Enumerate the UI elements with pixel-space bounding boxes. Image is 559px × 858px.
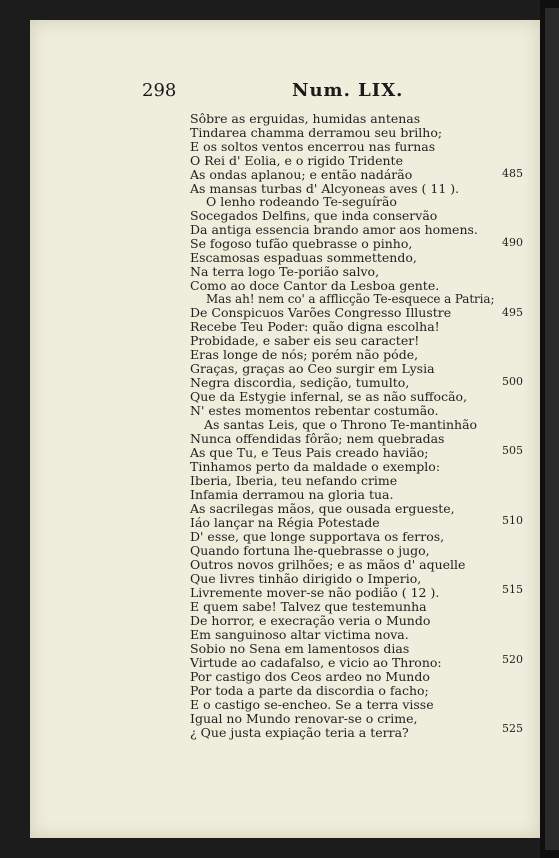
verse-line: E os soltos ventos encerrou nas furnas xyxy=(190,139,436,154)
line-number: 505 xyxy=(502,444,523,457)
verse-line: As ondas aplanou; e então nadárão xyxy=(190,167,413,182)
verse-line: Sôbre as erguidas, humidas antenas xyxy=(190,111,421,126)
verse-line: Se fogoso tufão quebrasse o pinho, xyxy=(190,236,413,251)
verse-line: Infamia derramou na gloria tua. xyxy=(190,487,394,502)
verse-line: Sobio no Sena em lamentosos dias xyxy=(190,641,410,656)
verse-line: Nunca offendidas fôrão; nem quebradas xyxy=(190,431,445,446)
line-number: 500 xyxy=(502,375,523,388)
verse-line: Que da Estygie infernal, se as não suffocão, xyxy=(190,389,468,404)
line-number: 510 xyxy=(502,514,523,527)
verse-line: Tinhamos perto da maldade o exemplo: xyxy=(190,459,441,474)
verse-line: ¿ Que justa expiação teria a terra? xyxy=(190,725,409,740)
verse-line: As sacrilegas mãos, que ousada ergueste, xyxy=(190,501,455,516)
verse-line: Que livres tinhão dirigido o Imperio, xyxy=(190,571,422,586)
verse-line: De Conspicuos Varões Congresso Illustre xyxy=(190,305,452,320)
page-edge-strip xyxy=(545,8,559,850)
verse-line: O Rei d' Eolia, e o rigido Tridente xyxy=(190,153,403,168)
line-number: 490 xyxy=(502,236,523,249)
verse-line: D' esse, que longe supportava os ferros, xyxy=(190,529,445,544)
verse-line: Socegados Delfins, que inda conservão xyxy=(190,208,438,223)
verse-line: Outros novos grilhões; e as mãos d' aquelle xyxy=(190,557,466,572)
page-edge xyxy=(540,0,559,858)
verse-line: Graças, graças ao Ceo surgir em Lysia xyxy=(190,361,435,376)
verse-line: Iáo lançar na Régia Potestade xyxy=(190,515,380,530)
verse-line: Eras longe de nós; porém não póde, xyxy=(190,347,419,362)
verse-line: Recebe Teu Poder: quão digna escolha! xyxy=(190,319,440,334)
verse-line: Em sanguinoso altar victima nova. xyxy=(190,627,409,642)
verse-line: Tindarea chamma derramou seu brilho; xyxy=(190,125,443,140)
verse-line: Iberia, Iberia, teu nefando crime xyxy=(190,473,398,488)
verse-line: Livremente mover-se não podião ( 12 ). xyxy=(190,585,440,600)
verse-line: Da antiga essencia brando amor aos homens. xyxy=(190,222,478,237)
verse-line: Por castigo dos Ceos ardeo no Mundo xyxy=(190,669,430,684)
verse-line: Probidade, e saber eis seu caracter! xyxy=(190,333,420,348)
verse-line: O lenho rodeando Te-seguírão xyxy=(206,194,397,209)
verse-line: E o castigo se-encheo. Se a terra visse xyxy=(190,697,434,712)
line-number: 515 xyxy=(502,583,523,596)
verse-line: Virtude ao cadafalso, e vicio ao Throno: xyxy=(190,655,442,670)
line-number: 520 xyxy=(502,653,523,666)
verse-line: As mansas turbas d' Alcyoneas aves ( 11 ). xyxy=(190,181,460,196)
verse-line: As que Tu, e Teus Pais creado havião; xyxy=(190,445,429,460)
page-number: 298 xyxy=(142,80,177,101)
page-title: Num. LIX. xyxy=(292,80,404,101)
verse-line: Mas ah! nem co' a afflicção Te-esquece a Patria; xyxy=(206,292,495,306)
verse-line: E quem sabe! Talvez que testemunha xyxy=(190,599,427,614)
line-number: 525 xyxy=(502,722,523,735)
verse-line: Escamosas espaduas sommettendo, xyxy=(190,250,417,265)
line-number: 495 xyxy=(502,306,523,319)
verse-line: N' estes momentos rebentar costumão. xyxy=(190,403,439,418)
verse-line: Negra discordia, sedição, tumulto, xyxy=(190,375,410,390)
verse-line: As santas Leis, que o Throno Te-mantinhão xyxy=(204,417,478,432)
line-number: 485 xyxy=(502,167,523,180)
verse-line: De horror, e execração veria o Mundo xyxy=(190,613,431,628)
verse-line: Como ao doce Cantor da Lesboa gente. xyxy=(190,278,440,293)
verse-line: Quando fortuna lhe-quebrasse o jugo, xyxy=(190,543,430,558)
verse-line: Na terra logo Te-porião salvo, xyxy=(190,264,380,279)
verse-line: Igual no Mundo renovar-se o crime, xyxy=(190,711,418,726)
verse-line: Por toda a parte da discordia o facho; xyxy=(190,683,429,698)
